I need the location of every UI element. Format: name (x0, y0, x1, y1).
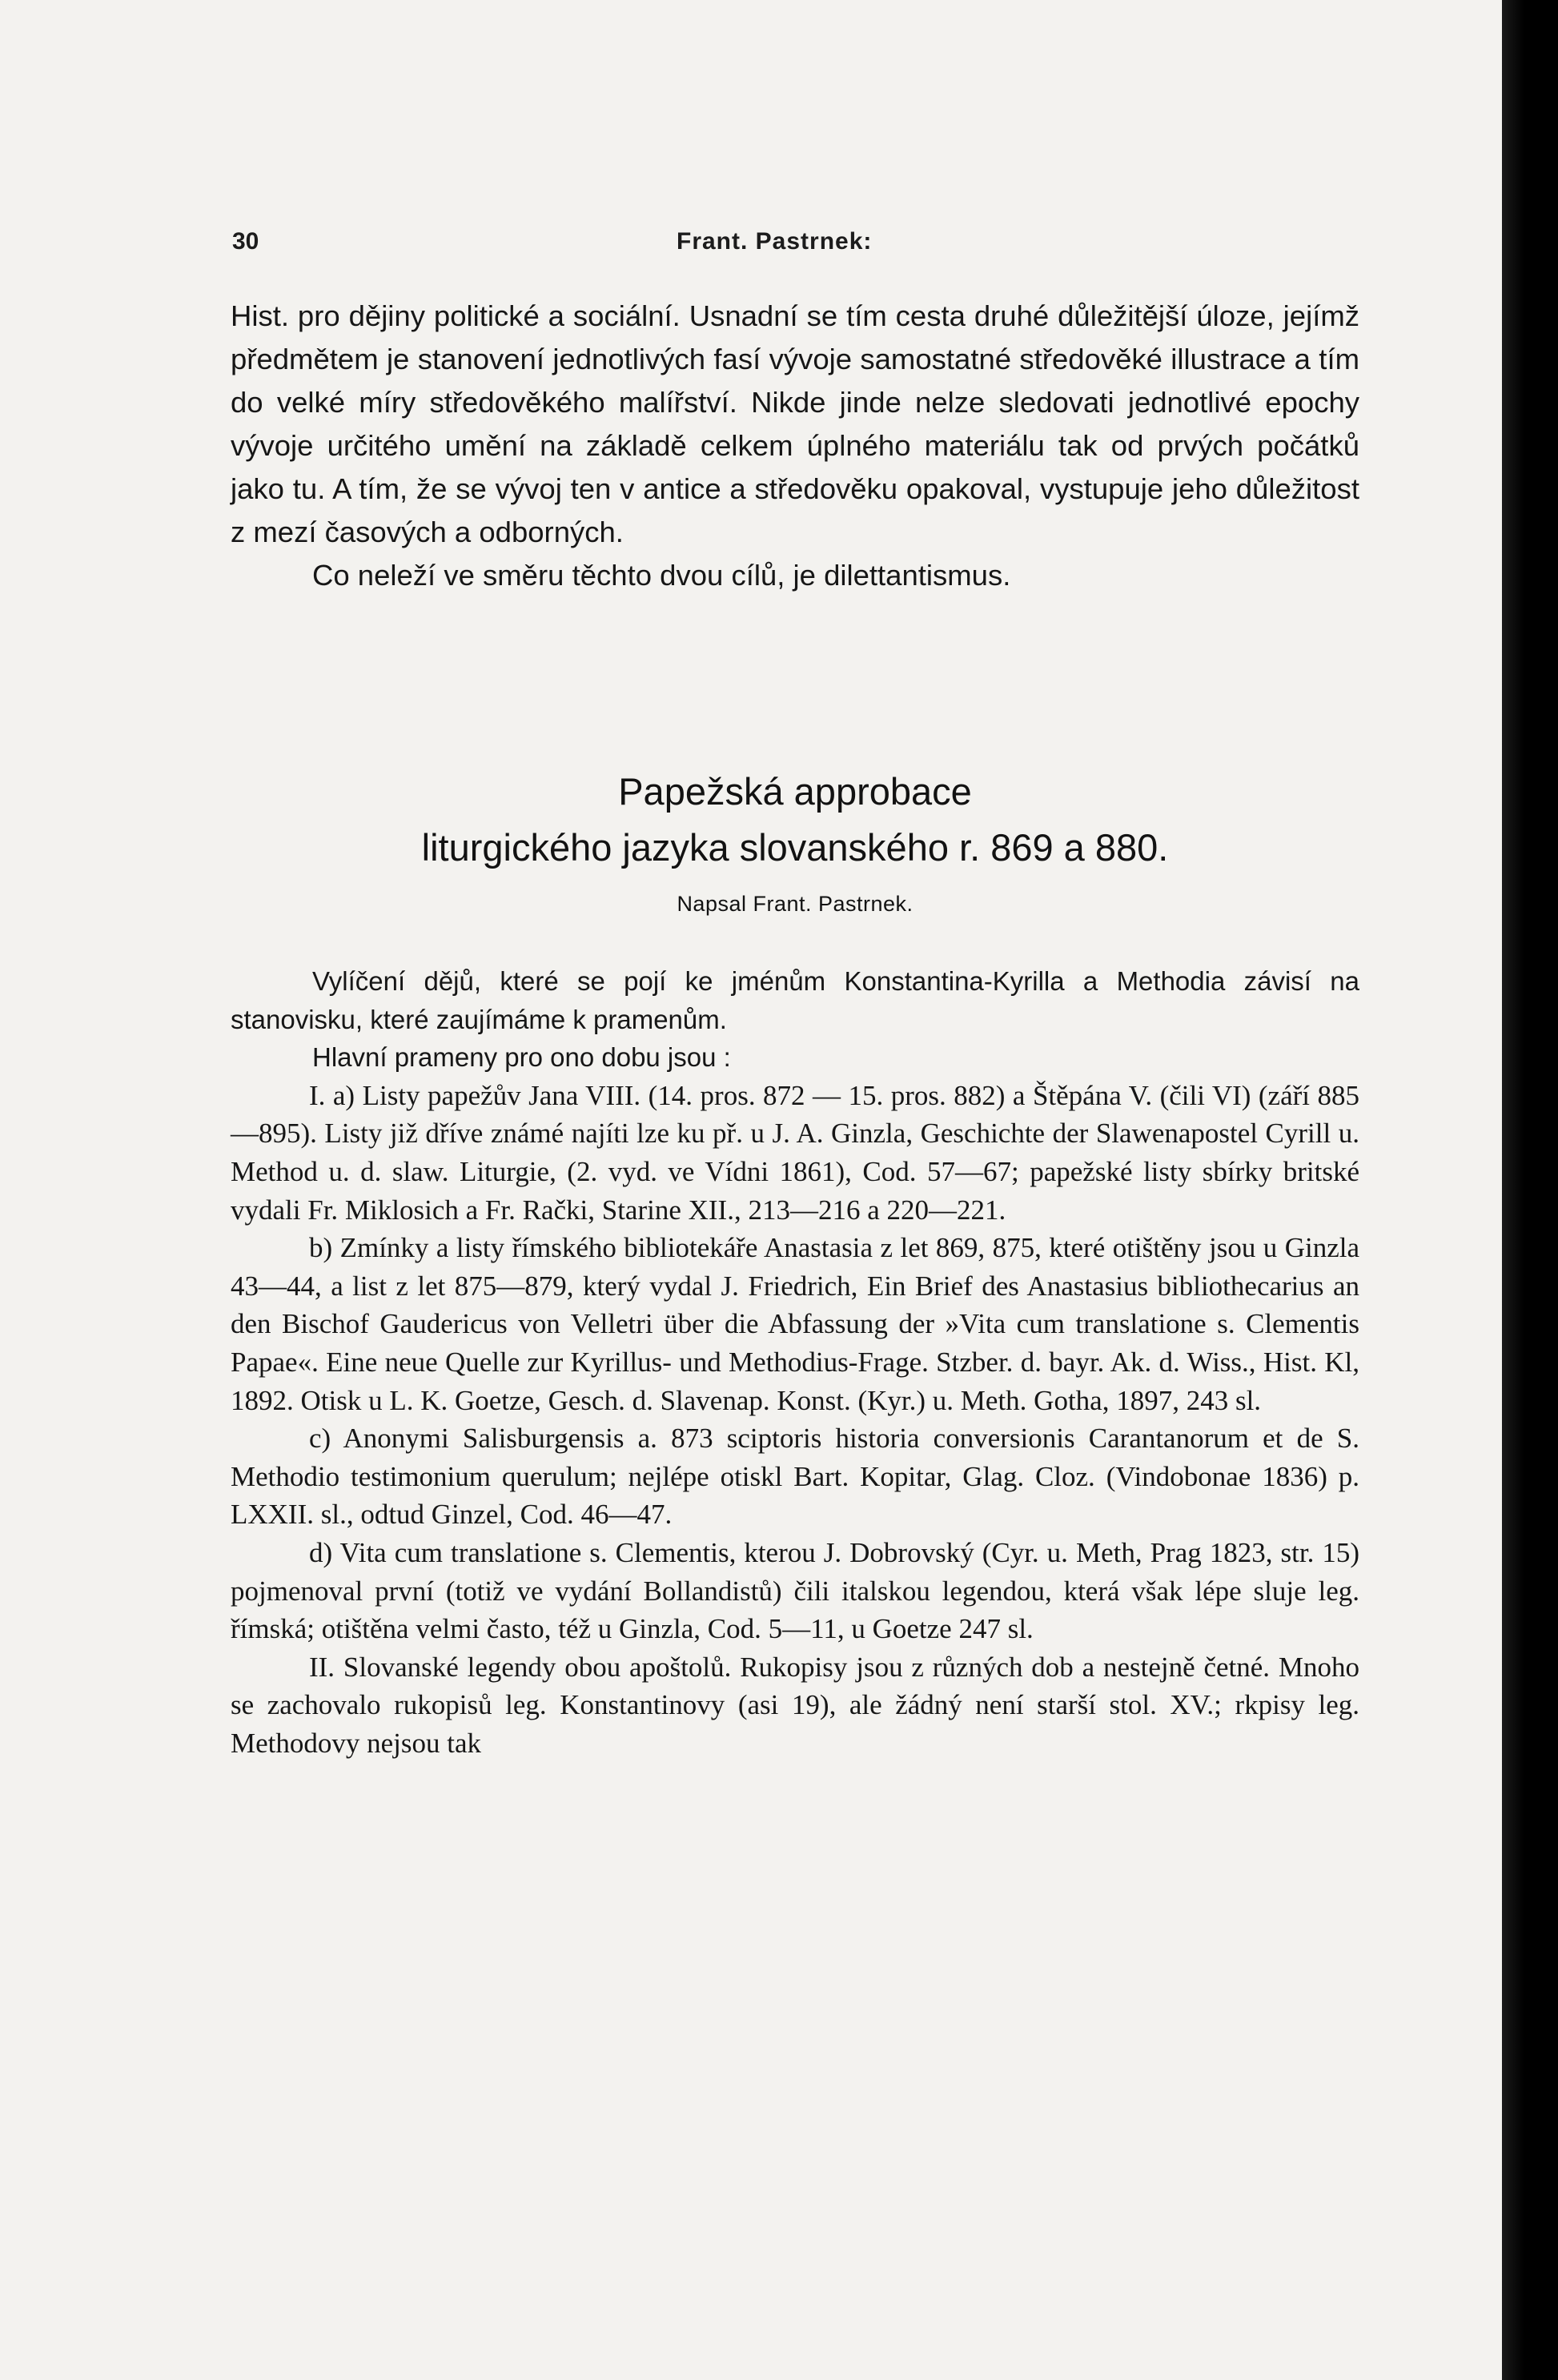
body-paragraph-2: Hlavní prameny pro ono dobu jsou : (312, 1042, 731, 1073)
article-body (231, 962, 1359, 1762)
article-author: Napsal Frant. Pastrnek. (677, 892, 914, 916)
source-item-ii (231, 1648, 1359, 1763)
article-title-line-1: Papežská approbace (618, 770, 972, 813)
scan-border (1502, 0, 1558, 2380)
source-item-i-a (231, 1077, 1359, 1229)
source-item-d-label: d) (309, 1536, 333, 1568)
intro-closing-line: Co neleží ve směru těchto dvou cílů, je dilettantismus. (312, 559, 1011, 592)
source-item-b-text: Zmínky a listy římského bibliotekáře Anastasia z let 869, 875, které otištěny jsou u Ginzla 43—44, a list z let 875—879, který vydal J. Friedrich, Ein Brief des Anastasius bibliothecarius an den Bischof Gaudericus von Velletri über die Abfassung der »Vita cum translatione s. Clementis Papae«. Eine neue Quelle zur Kyrillus- und Methodius-Frage. Stzber. d. bayr. Ak. d. Wiss., Hist. Kl, 1892. Otisk u L. K. Goetze, Gesch. d. Slavenap. Konst. (Kyr.) u. Meth. Gotha, 1897, 243 sl. (231, 1232, 1360, 1416)
article-title-block (231, 765, 1359, 928)
source-item-c-label: c) (309, 1423, 331, 1455)
source-item-ii-text: Slovanské legendy obou apoštolů. Rukopisy jsou z různých dob a nestejně četné. Mnoho se zachovalo rukopisů leg. Konstantinovy (asi 19), ale žádný není starší stol. XV.; rkpisy leg. Methodovy nejsou tak (231, 1651, 1359, 1759)
running-head: Frant. Pastrnek: (677, 228, 873, 255)
intro-text (231, 295, 1359, 597)
source-item-d-text: Vita cum translatione s. Clementis, kterou J. Dobrovský (Cyr. u. Meth, Prag 1823, str. 15) pojmenoval první (totiž ve vydání Bollandistů) čili italskou legendou, která však lépe sluje leg. římská; otištěna velmi často, též u Ginzla, Cod. 5—11, u Goetze 247 sl. (231, 1536, 1359, 1645)
source-item-i-a-text: Listy papežův Jana VIII. (14. pros. 872 — 15. pros. 882) a Štěpána V. (čili VI) (září 885—895). Listy již dříve známé najíti lze ku př. u J. A. Ginzla, Geschichte der Slawenapostel Cyrill u. Method u. d. slaw. Liturgie, (2. vyd. ve Vídni 1861), Cod. 57—67; papežské listy sbírky britské vydali Fr. Miklosich a Fr. Rački, Starine XII., 213—216 a 220—221. (231, 1079, 1359, 1226)
source-item-c (231, 1419, 1359, 1534)
page-number: 30 (232, 228, 259, 255)
intro-paragraph: Hist. pro dějiny politické a sociální. Usnadní se tím cesta druhé důležitější úloze, jejímž předmětem je stanovení jednotlivých fasí vývoje samostatné středověké illustrace a tím do velké míry středověkého malířství. Nikde jinde nelze sledovati jednotlivé epochy vývoje určitého umění na základě celkem úplného materiálu tak od prvých počátků jako tu. A tím, že se vývoj ten v antice a středověku opakoval, vystupuje jeho důležitost z mezí časových a odborných. (231, 299, 1359, 548)
body-paragraph-1: Vylíčení dějů, které se pojí ke jménům Konstantina-Kyrilla a Methodia závisí na stanovisku, které zaujímáme k pramenům. (231, 966, 1359, 1034)
page-header (232, 228, 1390, 268)
source-item-b-label: b) (309, 1232, 333, 1264)
source-item-i-a-label: I. a) (309, 1079, 355, 1111)
source-item-ii-label: II. (309, 1651, 335, 1683)
article-title-line-2: liturgického jazyka slovanského r. 869 a 880. (421, 826, 1169, 869)
source-item-d (231, 1534, 1359, 1648)
source-item-c-text: Anonymi Salisburgensis a. 873 sciptoris historia conversionis Carantanorum et de S. Methodio testimonium querulum; nejlépe otiskl Bart. Kopitar, Glag. Cloz. (Vindobonae 1836) p. LXXII. sl., odtud Ginzel, Cod. 46—47. (231, 1423, 1359, 1531)
source-item-b (231, 1229, 1359, 1419)
